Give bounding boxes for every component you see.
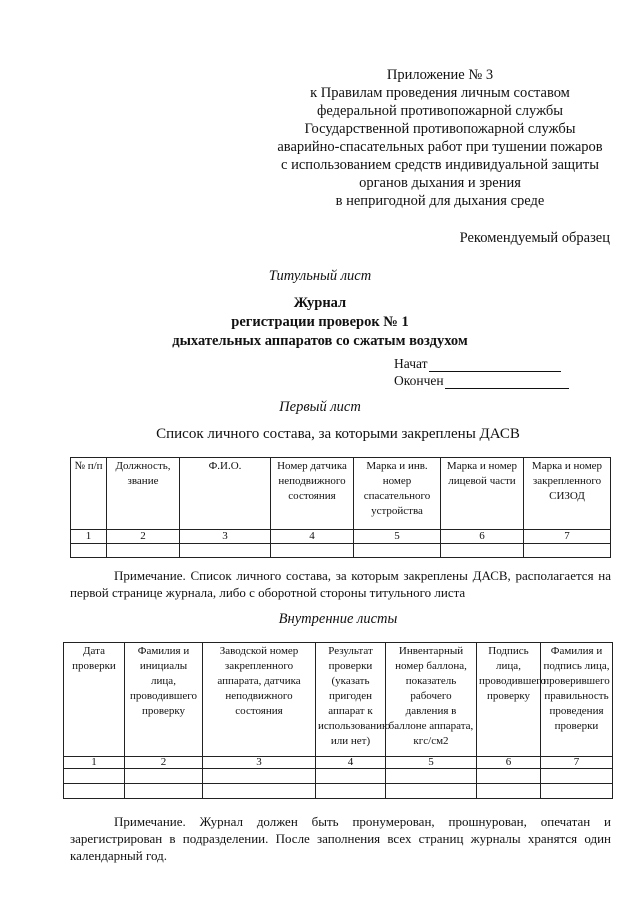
column-header: Дата проверки xyxy=(64,643,125,757)
column-header: Результат проверки (указать пригоден аппарат к использованию или нет) xyxy=(316,643,386,757)
table-cell[interactable] xyxy=(180,544,271,558)
appendix-header xyxy=(240,66,640,210)
first-sheet-note: Примечание. Список личного состава, за которым закреплены ДАСВ, располагается на первой странице журнала, либо с оборотной стороны титульного листа xyxy=(70,568,611,600)
ended-row xyxy=(394,372,569,389)
column-number: 3 xyxy=(180,530,271,544)
table-row xyxy=(64,784,613,799)
table-header-row xyxy=(64,643,613,757)
started-blank-line[interactable] xyxy=(429,358,561,372)
personnel-list-title: Список личного состава, за которыми закреплены ДАСВ xyxy=(156,426,520,442)
journal-title-line: регистрации проверок № 1 xyxy=(231,314,409,330)
table-cell[interactable] xyxy=(203,784,316,799)
column-header: Марка и инв. номер спасательного устройства xyxy=(354,458,441,530)
ended-label: Окончен xyxy=(394,373,444,388)
personnel-table xyxy=(70,457,611,558)
appendix-line: с использованием средств индивидуальной защиты xyxy=(281,157,599,173)
appendix-line: федеральной противопожарной службы xyxy=(316,103,564,119)
column-number: 4 xyxy=(271,530,354,544)
journal-note: Примечание. Журнал должен быть пронумерован, прошнурован, опечатан и зарегистрирован в подразделении. После заполнения всех страниц журналы хранятся один календарный год. xyxy=(70,814,611,863)
table-cell[interactable] xyxy=(524,544,611,558)
table-cell[interactable] xyxy=(64,769,125,784)
table-cell[interactable] xyxy=(271,544,354,558)
table-cell[interactable] xyxy=(107,544,180,558)
column-header: Подпись лица, проводившего проверку xyxy=(477,643,541,757)
table-cell[interactable] xyxy=(125,769,203,784)
table-row xyxy=(71,544,611,558)
table-cell[interactable] xyxy=(477,769,541,784)
table-cell[interactable] xyxy=(316,784,386,799)
date-fields xyxy=(394,355,569,389)
first-sheet-heading: Первый лист xyxy=(279,399,361,415)
table-cell[interactable] xyxy=(386,784,477,799)
started-label: Начат xyxy=(394,356,428,371)
column-number: 7 xyxy=(541,757,613,769)
appendix-line: в непригодной для дыхания среде xyxy=(335,193,545,209)
column-number: 7 xyxy=(524,530,611,544)
table-cell[interactable] xyxy=(477,784,541,799)
column-header: Ф.И.О. xyxy=(180,458,271,530)
ended-blank-line[interactable] xyxy=(445,375,569,389)
column-header: Марка и номер закрепленного СИЗОД xyxy=(524,458,611,530)
column-number-row xyxy=(71,530,611,544)
started-row xyxy=(394,355,569,372)
column-number: 4 xyxy=(316,757,386,769)
column-number: 5 xyxy=(386,757,477,769)
column-number: 6 xyxy=(441,530,524,544)
column-number: 2 xyxy=(125,757,203,769)
table-cell[interactable] xyxy=(541,784,613,799)
column-number: 1 xyxy=(71,530,107,544)
table-cell[interactable] xyxy=(71,544,107,558)
inspection-table xyxy=(63,642,613,799)
column-header: Заводской номер закрепленного аппарата, датчика неподвижного состояния xyxy=(203,643,316,757)
column-number: 6 xyxy=(477,757,541,769)
table-cell[interactable] xyxy=(386,769,477,784)
table-cell[interactable] xyxy=(441,544,524,558)
table-header-row xyxy=(71,458,611,530)
table-cell[interactable] xyxy=(541,769,613,784)
appendix-line: аварийно-спасательных работ при тушении пожаров xyxy=(277,139,603,155)
column-header: Инвентарный номер баллона, показатель рабочего давления в баллоне аппарата, кгс/см2 xyxy=(386,643,477,757)
column-number: 5 xyxy=(354,530,441,544)
appendix-line: Приложение № 3 xyxy=(386,67,494,83)
column-number: 2 xyxy=(107,530,180,544)
column-header: Марка и номер лицевой части xyxy=(441,458,524,530)
appendix-line: Государственной противопожарной службы xyxy=(304,121,576,137)
column-header: № п/п xyxy=(71,458,107,530)
column-header: Номер датчика неподвижного состояния xyxy=(271,458,354,530)
column-header: Фамилия и инициалы лица, проводившего проверку xyxy=(125,643,203,757)
recommended-sample-label: Рекомендуемый образец xyxy=(459,230,610,246)
column-header: Должность, звание xyxy=(107,458,180,530)
table-cell[interactable] xyxy=(316,769,386,784)
column-header: Фамилия и подпись лица, проверившего правильность проведения проверки xyxy=(541,643,613,757)
journal-title-line: дыхательных аппаратов со сжатым воздухом xyxy=(172,333,468,349)
column-number: 3 xyxy=(203,757,316,769)
title-sheet-heading: Титульный лист xyxy=(268,268,372,284)
table-cell[interactable] xyxy=(203,769,316,784)
column-number-row xyxy=(64,757,613,769)
journal-title xyxy=(0,294,640,351)
column-number: 1 xyxy=(64,757,125,769)
table-cell[interactable] xyxy=(354,544,441,558)
table-cell[interactable] xyxy=(125,784,203,799)
journal-title-line: Журнал xyxy=(293,295,347,311)
table-row xyxy=(64,769,613,784)
appendix-line: к Правилам проведения личным составом xyxy=(310,85,570,101)
appendix-line: органов дыхания и зрения xyxy=(359,175,521,191)
table-cell[interactable] xyxy=(64,784,125,799)
inner-sheets-heading: Внутренние листы xyxy=(278,611,398,627)
